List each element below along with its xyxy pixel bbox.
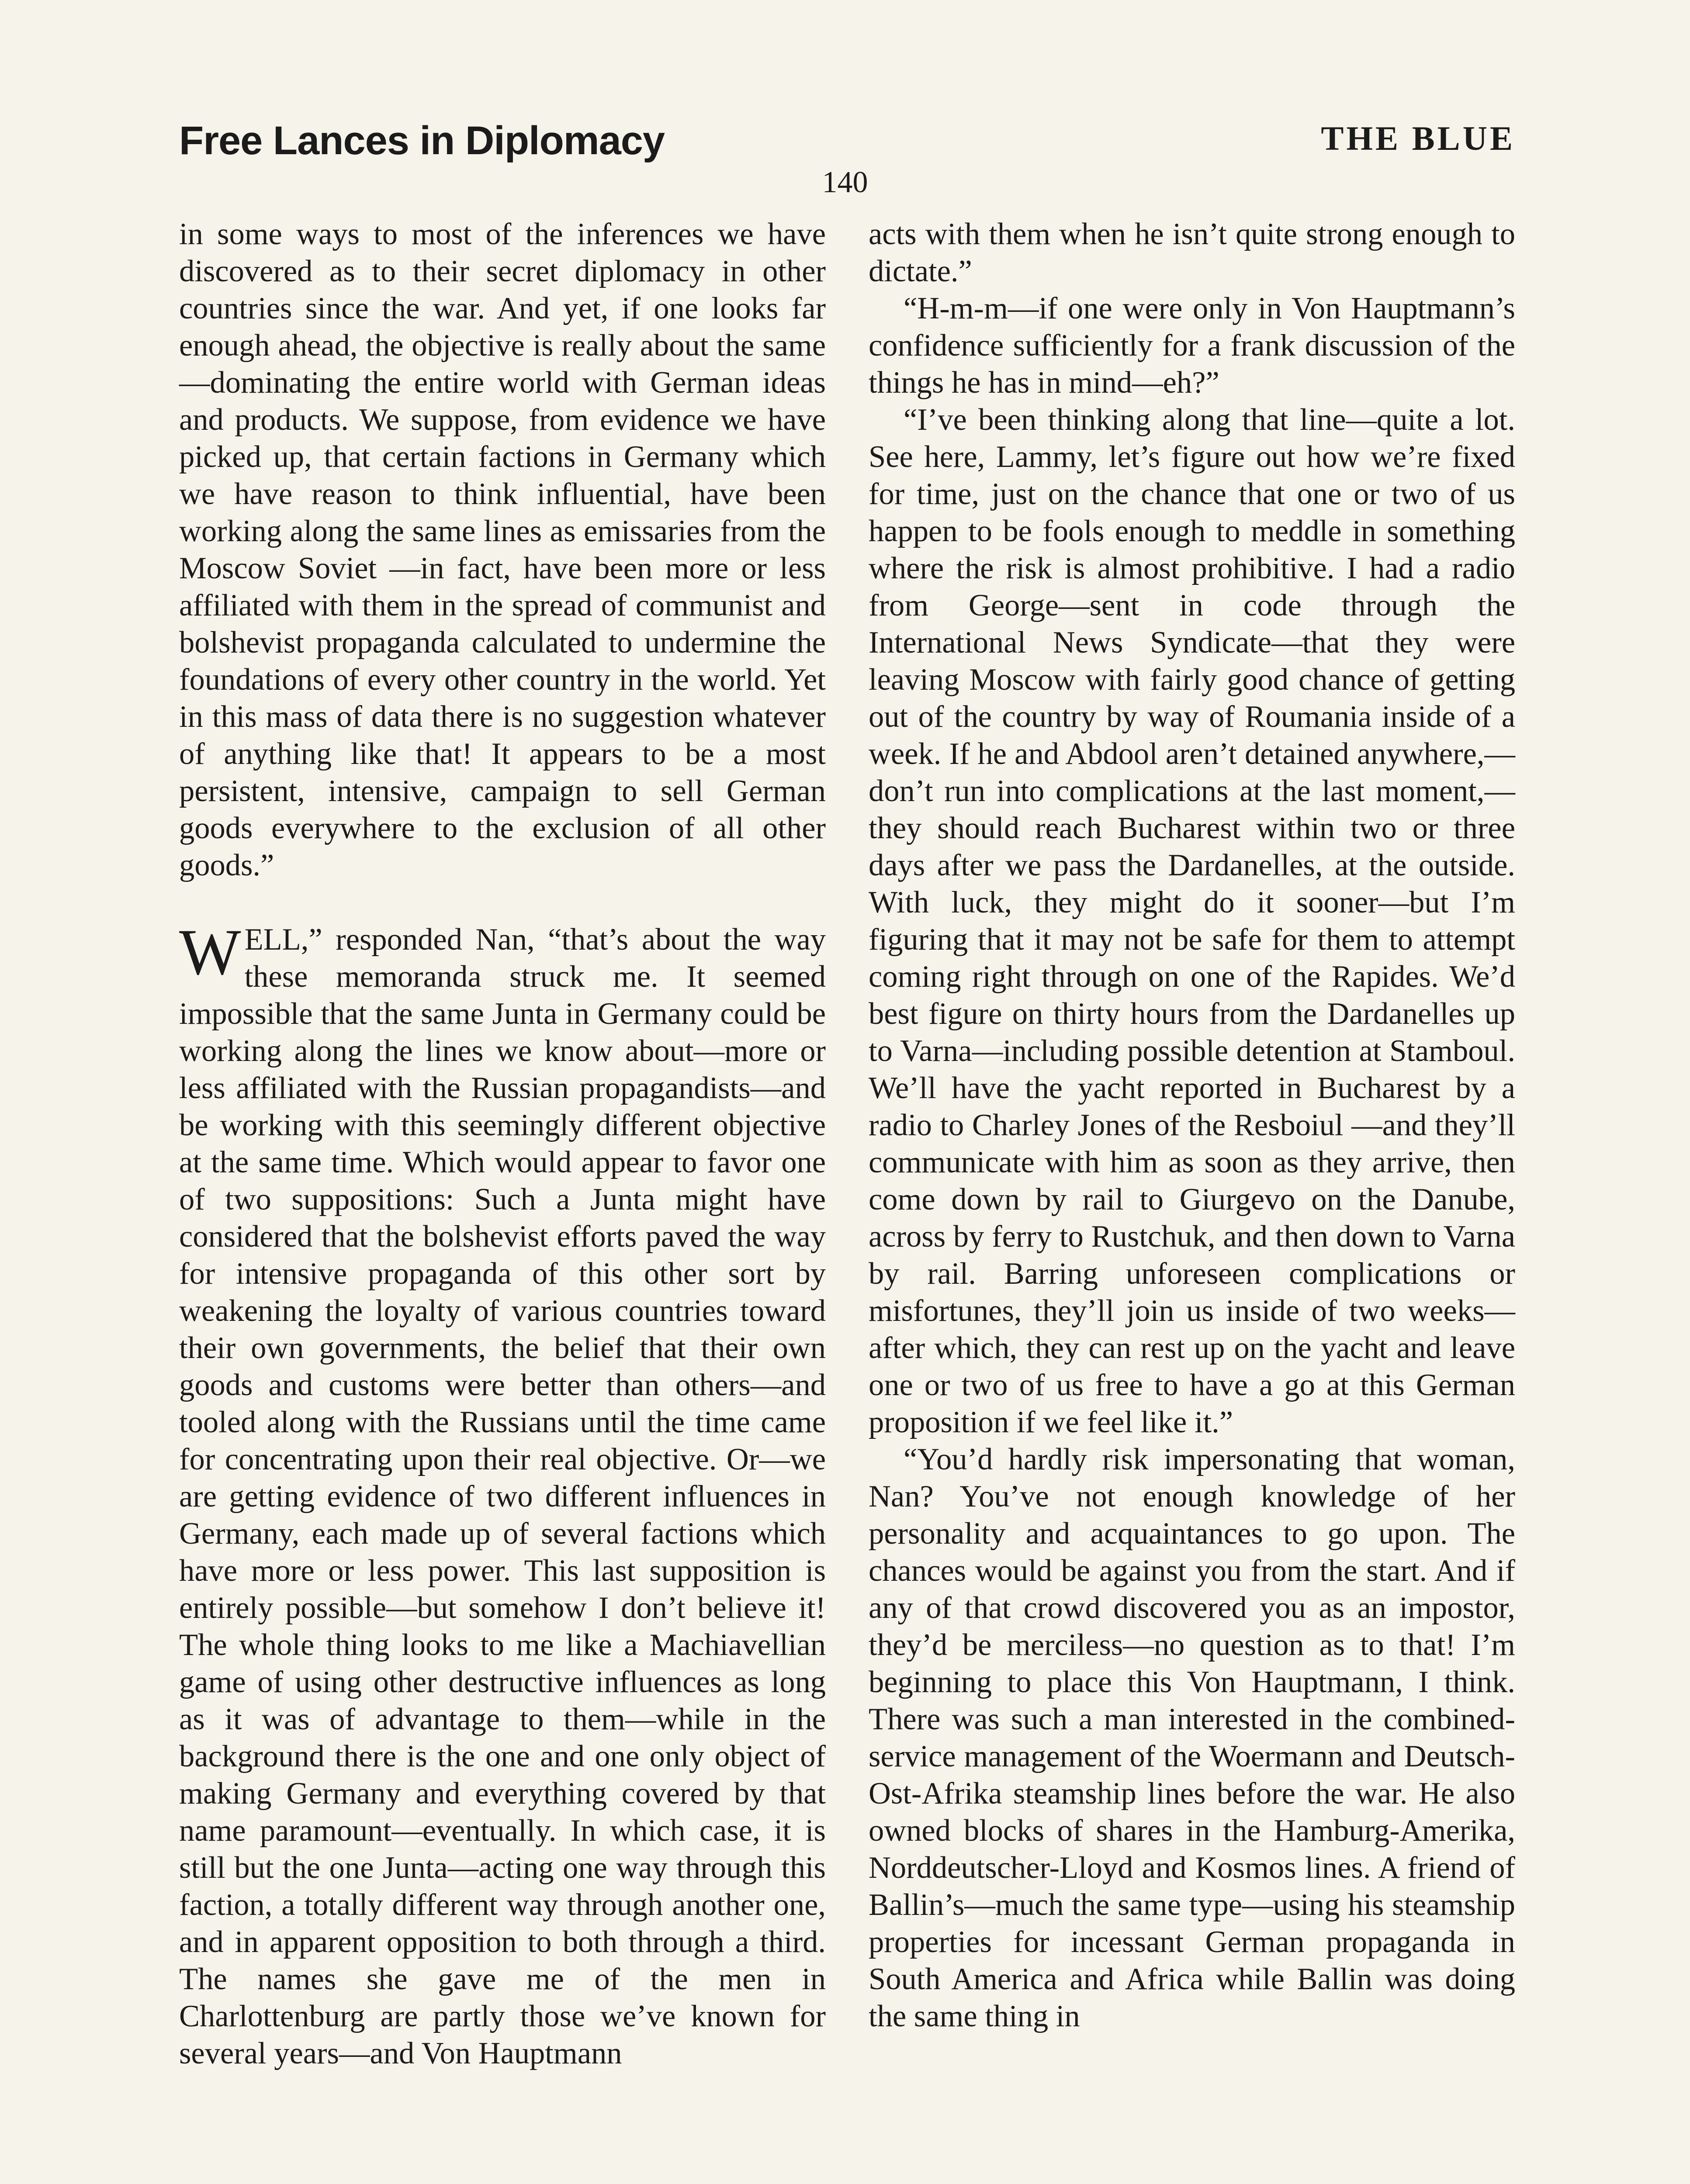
running-title: Free Lances in Diplomacy	[179, 118, 665, 163]
magazine-name: THE BLUE	[1321, 119, 1515, 157]
paragraph: in some ways to most of the inferences we have discovered as to their secret diplomacy in other countries since the war. And yet, if one looks far enough ahead, the objective is really about the same—dominating the entire world with German ideas and products. We suppose, from evidence we have picked up, that certain factions in Germany which we have reason to think influential, have been working along the same lines as emissaries from the Moscow Soviet —in fact, have been more or less affiliated with them in the spread of communist and bolshevist propaganda calculated to undermine the foundations of every other country in the world. Yet in this mass of data there is no suggestion whatever of anything like that! It appears to be a most persistent, intensive, campaign to sell German goods everywhere to the exclusion of all other goods.”	[179, 217, 826, 882]
right-column	[869, 216, 1515, 2035]
paragraph: “H-m-m—if one were only in Von Hauptmann’s confidence sufficiently for a frank discussion of the things he has in mind—eh?”	[869, 291, 1515, 400]
left-column	[179, 216, 826, 2072]
paragraph-dropcap	[179, 916, 826, 2072]
paragraph: “You’d hardly risk impersonating that woman, Nan? You’ve not enough knowledge of her personality and acquaintances to go upon. The chances would be against you from the start. And if any of that crowd discovered you as an impostor, they’d be merciless—no question as to that! I’m beginning to place this Von Hauptmann, I think. There was such a man interested in the combined-service management of the Woermann and Deutsch-Ost-Afrika steamship lines before the war. He also owned blocks of shares in the Hamburg-Amerika, Norddeutscher-Lloyd and Kosmos lines. A friend of Ballin’s—much the same type—using his steamship properties for incessant German propaganda in South America and Africa while Ballin was doing the same thing in	[869, 1442, 1515, 2033]
paragraph: acts with them when he isn’t quite strong enough to dictate.”	[869, 217, 1515, 288]
page-number: 140	[822, 166, 868, 199]
section-gap	[179, 884, 826, 921]
paragraph-text: ELL,” responded Nan, “that’s about the way these memoranda struck me. It seemed impossible that the same Junta in Germany could be working along the lines we know about—more or less affiliated with the Russian propagandists—and be working with this seemingly different objective at the same time. Which would appear to favor one of two suppositions: Such a Junta might have considered that the bolshevist efforts paved the way for intensive propaganda of this other sort by weakening the loyalty of various countries toward their own governments, the belief that their own goods and customs were better than others—and tooled along with the Russians until the time came for concentrating upon their real objective. Or—we are getting evidence of two different influences in Germany, each made up of several factions which have more or less power. This last supposition is entirely possible—but somehow I don’t believe it! The whole thing looks to me like a Machiavellian game of using other destructive influences as long as it was of advantage to them—while in the background there is the one and one only object of making Germany and everything covered by that name paramount—eventually. In which case, it is still but the one Junta—acting one way through this faction, a totally different way through another one, and in apparent opposition to both through a third. The names she gave me of the men in Charlottenburg are partly those we’ve known for several years—and Von Hauptmann	[179, 923, 826, 2070]
drop-cap: W	[179, 916, 241, 988]
paragraph: “I’ve been thinking along that line—quite a lot. See here, Lammy, let’s figure out how we’re fixed for time, just on the chance that one or two of us happen to be fools enough to meddle in something where the risk is almost prohibitive. I had a radio from George—sent in code through the International News Syndicate—that they were leaving Moscow with fairly good chance of getting out of the country by way of Roumania inside of a week. If he and Abdool aren’t detained anywhere,—don’t run into complications at the last moment,—they should reach Bucharest within two or three days after we pass the Dardanelles, at the outside. With luck, they might do it sooner—but I’m figuring that it may not be safe for them to attempt coming right through on one of the Rapides. We’d best figure on thirty hours from the Dardanelles up to Varna—including possible detention at Stamboul. We’ll have the yacht reported in Bucharest by a radio to Charley Jones of the Resboiul —and they’ll communicate with him as soon as they arrive, then come down by rail to Giurgevo on the Danube, across by ferry to Rustchuk, and then down to Varna by rail. Barring unforeseen complications or misfortunes, they’ll join us inside of two weeks—after which, they can rest up on the yacht and leave one or two of us free to have a go at this German proposition if we feel like it.”	[869, 403, 1515, 1439]
